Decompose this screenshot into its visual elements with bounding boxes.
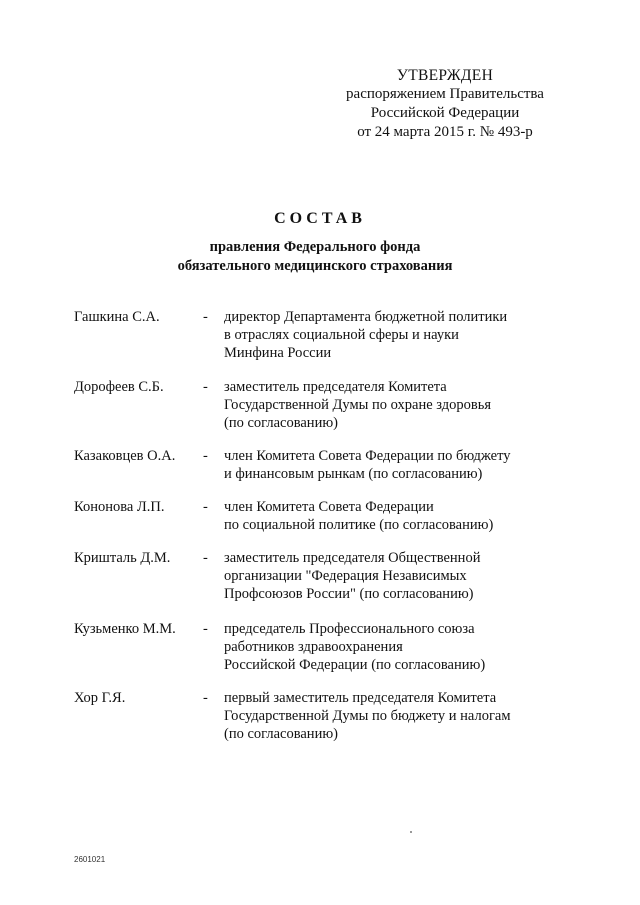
member-dash: - <box>203 550 208 566</box>
member-description <box>224 549 544 603</box>
approval-block <box>330 66 560 142</box>
description-line: организации "Федерация Независимых <box>224 568 467 584</box>
member-description <box>224 308 544 362</box>
scan-dot <box>410 831 412 833</box>
member-name: Кришталь Д.М. <box>74 550 171 566</box>
subtitle-line-1: правления Федерального фонда <box>209 239 421 255</box>
description-line: Государственной Думы по охране здоровья <box>224 397 491 413</box>
description-line: (по согласованию) <box>224 415 338 431</box>
description-line: Российской Федерации (по согласованию) <box>224 657 486 673</box>
description-line: председатель Профессионального союза <box>224 621 475 637</box>
member-dash: - <box>203 690 208 706</box>
member-name: Хор Г.Я. <box>74 690 126 706</box>
member-dash: - <box>203 309 208 325</box>
member-dash: - <box>203 448 208 464</box>
description-line: Государственной Думы по бюджету и налогам <box>224 708 511 724</box>
approval-line-2: Российской Федерации <box>370 105 520 121</box>
subtitle-line-2: обязательного медицинского страхования <box>177 258 453 274</box>
member-name: Кононова Л.П. <box>74 499 165 515</box>
member-description <box>224 620 544 674</box>
description-line: Минфина России <box>224 345 332 361</box>
member-dash: - <box>203 499 208 515</box>
member-name: Гашкина С.А. <box>74 309 160 325</box>
member-name: Кузьменко М.М. <box>74 621 176 637</box>
document-title: СОСТАВ <box>274 210 366 227</box>
member-description <box>224 378 544 432</box>
approval-line-1: распоряжением Правительства <box>346 86 544 102</box>
description-line: работников здравоохранения <box>224 639 403 655</box>
member-name: Дорофеев С.Б. <box>74 379 164 395</box>
description-line: в отраслях социальной сферы и науки <box>224 327 459 343</box>
member-dash: - <box>203 379 208 395</box>
member-description <box>224 689 544 743</box>
approval-line-3: от 24 марта 2015 г. № 493-р <box>357 124 533 140</box>
document-subtitle <box>0 238 630 276</box>
description-line: заместитель председателя Общественной <box>224 550 481 566</box>
document-code: 2601021 <box>74 855 106 864</box>
member-description <box>224 447 544 483</box>
description-line: заместитель председателя Комитета <box>224 379 447 395</box>
description-line: по социальной политике (по согласованию) <box>224 517 494 533</box>
member-description <box>224 498 544 534</box>
member-name: Казаковцев О.А. <box>74 448 176 464</box>
approval-heading: УТВЕРЖДЕН <box>396 67 494 84</box>
member-dash: - <box>203 621 208 637</box>
description-line: член Комитета Совета Федерации по бюджету <box>224 448 511 464</box>
description-line: первый заместитель председателя Комитета <box>224 690 497 706</box>
description-line: Профсоюзов России" (по согласованию) <box>224 586 474 602</box>
description-line: и финансовым рынкам (по согласованию) <box>224 466 483 482</box>
description-line: член Комитета Совета Федерации <box>224 499 434 515</box>
description-line: (по согласованию) <box>224 726 338 742</box>
description-line: директор Департамента бюджетной политики <box>224 309 508 325</box>
